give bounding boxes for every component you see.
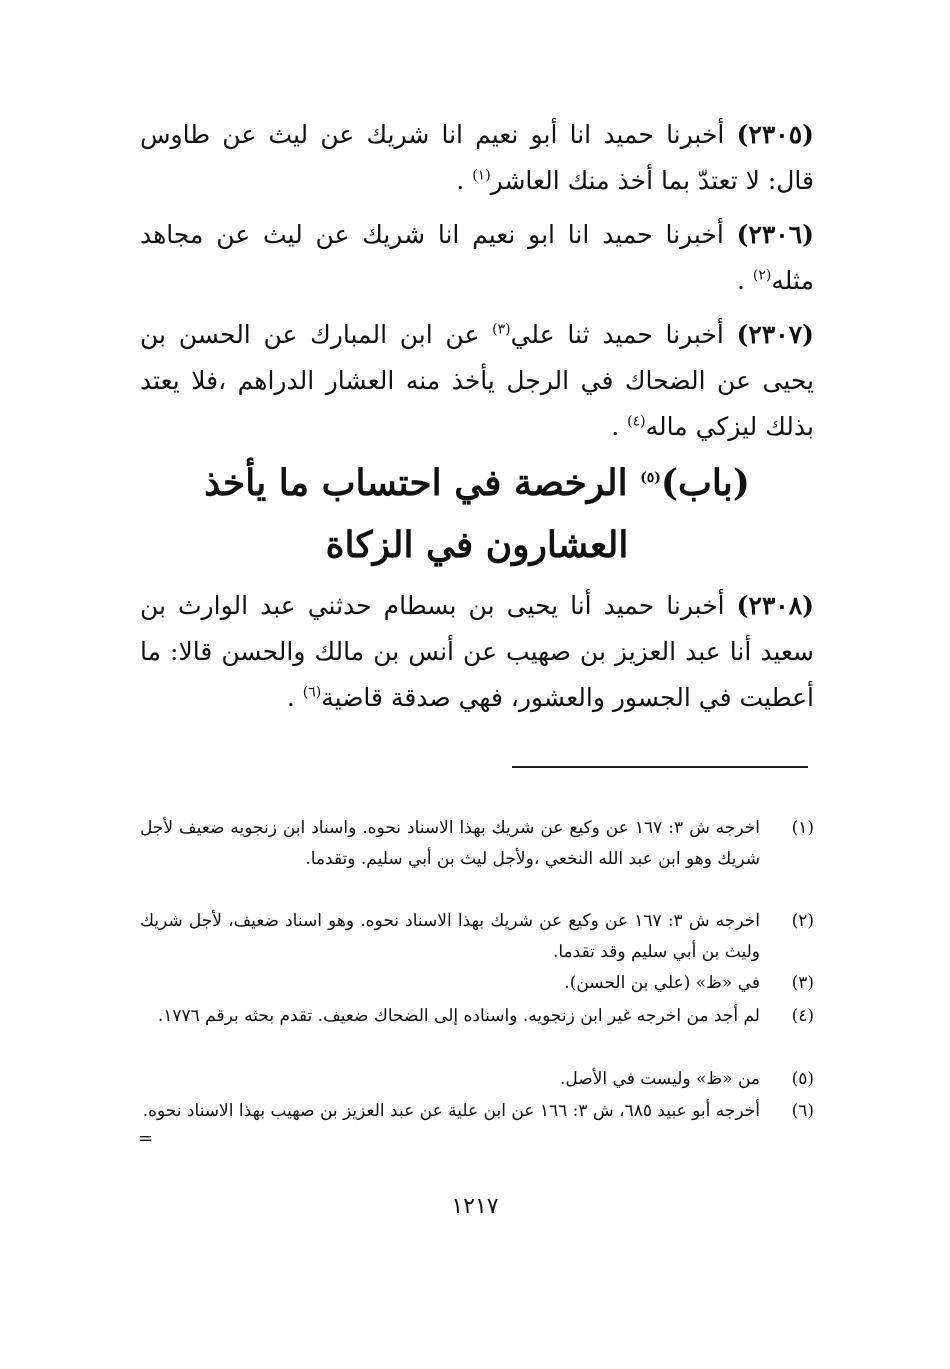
hadith-end: . (456, 166, 465, 195)
footnote-1 (140, 813, 814, 875)
footnote-ref: (٣) (492, 321, 511, 338)
hadith-2307 (140, 312, 814, 450)
hadith-2308 (140, 583, 814, 721)
hadith-number: (٢٣٠٧) (736, 320, 814, 349)
footnote-number: (٤) (791, 1006, 814, 1026)
chapter-label: (باب) (660, 462, 750, 504)
chapter-heading (140, 452, 814, 576)
footnote-ref: (٥) (640, 470, 661, 486)
chapter-heading-line-1 (140, 452, 814, 514)
hadith-2306 (140, 212, 814, 304)
hadith-text: أخبرنا حميد أنا يحيى بن بسطام حدثني عبد الوارث بن سعيد أنا عبد العزيز بن صهيب عن أنس بن مالك والحسن قالا: ما أعطيت في الجسور والعشور، فهي صدقة قاضية (140, 591, 814, 712)
footnote-ref: (٢) (752, 267, 772, 284)
footnote-2 (140, 906, 814, 968)
footnote-divider (512, 766, 808, 768)
footnote-3 (140, 968, 814, 999)
hadith-end: . (286, 683, 295, 712)
hadith-text: عن ابن المبارك عن الحسن بن يحيى عن الضحاك في الرجل يأخذ منه العشار الدراهم ،فلا يعتد بذلك ليزكي ماله (140, 320, 814, 441)
footnote-text: في «ظ» (علي بن الحسن). (564, 973, 760, 993)
footnote-text: اخرجه ش ٣: ١٦٧ عن وكيع عن شريك بهذا الاسناد نحوه. وهو اسناد ضعيف، لأجل شريك وليث بن أبي سليم وقد تقدما. (140, 911, 760, 962)
hadith-2305 (140, 112, 814, 204)
footnote-ref: (٦) (302, 684, 322, 701)
footnote-number: (٦) (791, 1101, 814, 1121)
chapter-title: الرخصة في احتساب ما يأخذ (204, 462, 628, 504)
footnote-ref: (١) (472, 167, 491, 184)
hadith-text: أخبرنا حميد انا ابو نعيم انا شريك عن ليث عن مجاهد مثله (140, 220, 814, 295)
footnote-number: (٥) (791, 1069, 814, 1089)
continuation-mark: = (138, 1128, 154, 1149)
page-number: ١٢١٧ (451, 1194, 499, 1219)
hadith-end: . (611, 412, 620, 441)
footnote-number: (٢) (791, 911, 814, 931)
hadith-end: . (737, 266, 745, 295)
hadith-text: أخبرنا حميد ثنا علي (510, 320, 724, 349)
footnote-6 (140, 1096, 814, 1127)
chapter-heading-line-2: العشارون في الزكاة (325, 524, 629, 566)
footnote-5 (140, 1064, 814, 1095)
footnote-number: (١) (791, 818, 814, 838)
footnote-text: لم أجد من اخرجه غير ابن زنجويه. واسناده إلى الضحاك ضعيف. تقدم بحثه برقم ١٧٧٦. (157, 1006, 760, 1026)
footnote-4 (140, 1001, 814, 1032)
footnote-text: أخرجه أبو عبيد ٦٨٥، ش ٣: ١٦٦ عن ابن علية عن عبد العزيز بن صهيب بهذا الاسناد نحوه. (142, 1101, 760, 1121)
footnote-text: من «ظ» وليست في الأصل. (560, 1069, 760, 1089)
hadith-number: (٢٣٠٦) (736, 220, 814, 249)
footnote-text: اخرجه ش ٣: ١٦٧ عن وكيع عن شريك بهذا الاسناد نحوه. واسناد ابن زنجويه ضعيف لأجل شريك وهو ابن عبد الله النخعي ،ولأجل ليث بن أبي سليم. وتقدما. (140, 818, 761, 869)
hadith-number: (٢٣٠٥) (736, 120, 814, 149)
footnote-number: (٣) (791, 973, 814, 993)
footnote-ref: (٤) (627, 413, 646, 430)
hadith-number: (٢٣٠٨) (736, 591, 815, 620)
hadith-text: أخبرنا حميد انا أبو نعيم انا شريك عن ليث عن طاوس قال: لا تعتدّ بما أخذ منك العاشر (140, 120, 814, 195)
